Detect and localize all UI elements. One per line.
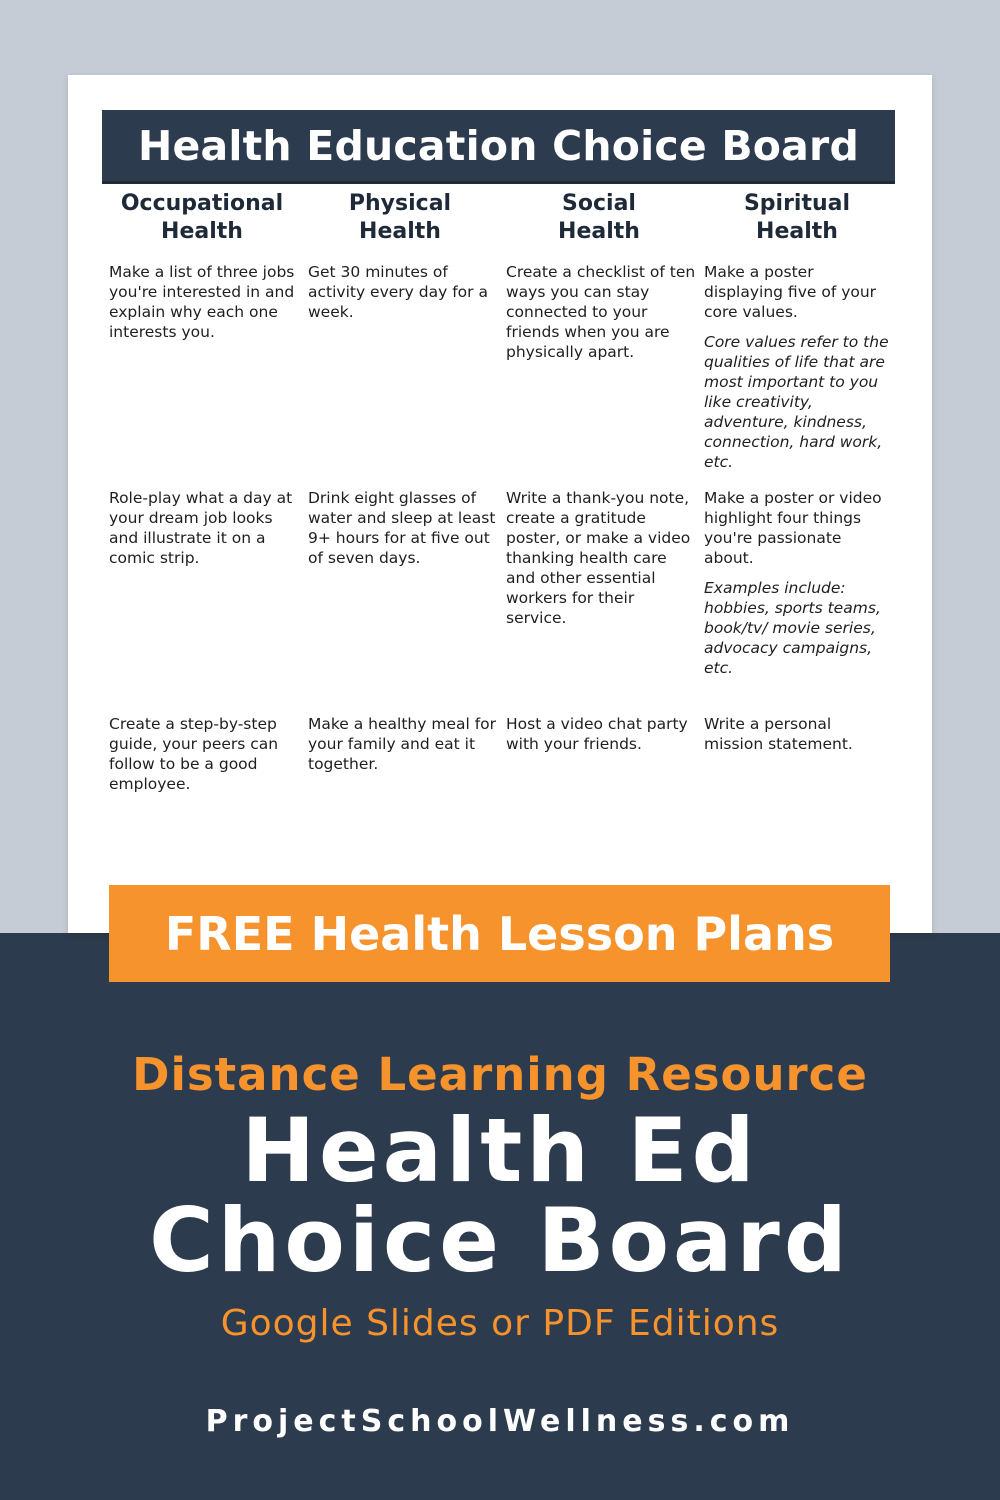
column-header-physical: Physical Health: [348, 191, 452, 244]
main-title-line: Health Ed: [241, 1099, 759, 1202]
board-cell: Create a checklist of ten ways you can stay connected to your friends when you are physically apart.: [506, 263, 696, 361]
column-header-social: Social Health: [558, 191, 640, 244]
board-cell: Write a thank-you note, create a gratitude poster, or make a video thanking health care and other essential workers for their service.: [506, 489, 691, 627]
board-cell: Create a step-by-step guide, your peers can follow to be a good employee.: [109, 715, 279, 793]
board-cell: Host a video chat party with your friends.: [506, 715, 688, 753]
free-lesson-plans-banner: FREE Health Lesson Plans: [109, 885, 890, 982]
main-title-line: Choice Board: [149, 1189, 851, 1292]
column-header-occupational: Occupational Health: [120, 191, 284, 244]
cell-note: Examples include: hobbies, sports teams, book/tv/ movie series, advocacy campaigns, etc.: [704, 579, 881, 677]
subtitle: Distance Learning Resource: [132, 1048, 868, 1101]
board-cell: Write a personal mission statement.: [704, 715, 853, 753]
main-title: [0, 1099, 1000, 1292]
board-cell: Make a list of three jobs you're interested in and explain why each one interests you.: [109, 263, 295, 341]
board-cell: Make a poster displaying five of your core values. Core values refer to the qualities of life that are most important to you like creativity, adventure, kindness, connection, hard work, etc.: [704, 262, 894, 472]
board-cell: Make a healthy meal for your family and eat it together.: [308, 715, 497, 773]
cell-note: Core values refer to the qualities of life that are most important to you like creativity, adventure, kindness, connection, hard work, etc.: [704, 333, 889, 471]
board-cell: Role-play what a day at your dream job looks and illustrate it on a comic strip.: [109, 489, 293, 567]
board-cell: Drink eight glasses of water and sleep at least 9+ hours for at five out of seven days.: [308, 489, 496, 567]
editions-text: Google Slides or PDF Editions: [220, 1303, 780, 1344]
column-header-spiritual: Spiritual Health: [743, 191, 851, 244]
board-cell: Get 30 minutes of activity every day for a week.: [308, 263, 488, 321]
board-title: Health Education Choice Board: [102, 110, 895, 184]
board-cell: Make a poster or video highlight four things you're passionate about. Examples include: hobbies, sports teams, book/tv/ movie series, advocacy campaigns, etc.: [704, 488, 894, 678]
website-url: ProjectSchoolWellness.com: [205, 1404, 795, 1439]
